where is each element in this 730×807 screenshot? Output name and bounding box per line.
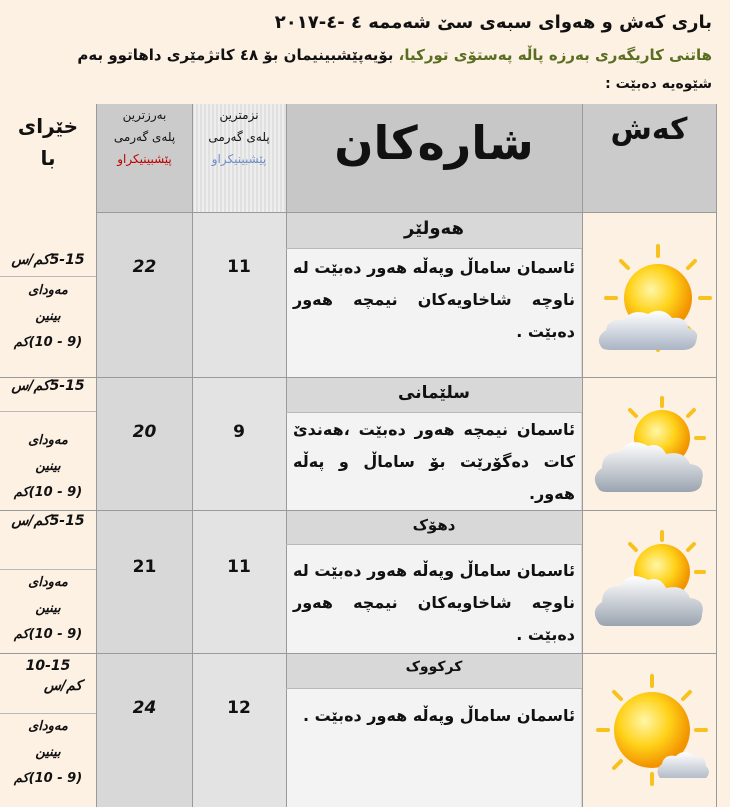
visibility-label: مەودای <box>28 575 68 590</box>
grid-line <box>286 248 582 249</box>
min-temp-value: 12 <box>227 698 251 718</box>
grid-line <box>0 653 716 654</box>
max-temp-column-header <box>97 104 192 170</box>
visibility-value <box>0 428 96 506</box>
visibility-label: بینین <box>35 745 61 760</box>
grid-line <box>0 276 96 277</box>
max-temp-header-forecast: پێشبینیکراو <box>117 152 172 166</box>
wind-speed-range: 10-15 <box>25 658 71 674</box>
grid-line <box>0 377 716 378</box>
min-temp-value: 9 <box>233 422 245 442</box>
min-temp-value: 11 <box>227 557 251 577</box>
wind-speed-value: 5-15کم/س <box>11 378 85 394</box>
min-temp-header-line1: نزمترین <box>219 108 259 122</box>
visibility-label: بینین <box>35 459 61 474</box>
wind-speed-value: 5-15کم/س <box>11 252 85 268</box>
visibility-value <box>0 570 96 648</box>
visibility-value <box>0 278 96 356</box>
grid-line <box>286 544 582 545</box>
grid-line <box>286 412 582 413</box>
grid-line <box>286 104 287 807</box>
max-temp-header-line2: پلەی گەرمی <box>113 130 176 144</box>
min-temp-header-forecast: پێشبینیکراو <box>211 152 267 166</box>
bulletin-subtitle-rest: بۆیەپێشبینیمان بۆ ٤٨ کاتژمێری داهاتوو بەم <box>77 46 399 64</box>
sun-small-cloud-icon <box>590 670 714 794</box>
weather-description: ئاسمان نیمچە هەور دەبێت ،هەندێ کات دەگۆرێت بۆ ساماڵ و پەڵە هەور. <box>293 420 575 503</box>
visibility-range: (9 - 10)کم <box>13 485 83 500</box>
visibility-label: بینین <box>35 309 61 324</box>
max-temp-value: 24 <box>132 698 157 718</box>
weather-description: ئاسمان ساماڵ وپەڵە هەور دەبێت لە ناوچە شاخاویەکان نیمچە هەور دەبێت . <box>293 258 575 341</box>
grid-line <box>716 104 717 807</box>
bulletin-subtitle-end: شێوەیە دەبێت : <box>605 76 712 92</box>
visibility-range: (9 - 10)کم <box>13 335 83 350</box>
grid-line <box>0 510 716 511</box>
wind-header-line1: خێرای <box>17 114 79 138</box>
min-temp-value: 11 <box>227 257 251 277</box>
visibility-value <box>0 714 96 792</box>
max-temp-value: 21 <box>132 557 157 577</box>
max-temp-value: 22 <box>132 257 157 277</box>
city-name: هەولێر <box>404 218 464 239</box>
city-name: دهۆک <box>412 516 456 534</box>
wind-header-line2: با <box>40 146 56 170</box>
cloudy-sun-icon <box>590 392 714 500</box>
visibility-label: بینین <box>35 601 61 616</box>
visibility-range: (9 - 10)کم <box>13 627 83 642</box>
weather-description: ئاسمان ساماڵ وپەڵە هەور دەبێت . <box>302 706 575 725</box>
visibility-range: (9 - 10)کم <box>13 771 83 786</box>
min-temp-header-line2: پلەی گەرمی <box>208 130 270 144</box>
grid-line <box>96 212 716 213</box>
bulletin-header <box>0 0 730 104</box>
visibility-label: مەودای <box>28 283 68 298</box>
grid-line <box>286 688 582 689</box>
max-temp-value: 20 <box>132 422 157 442</box>
grid-line <box>582 104 583 807</box>
wind-speed-value: 5-15کم/س <box>11 513 85 529</box>
grid-line <box>0 411 96 412</box>
weather-column-header: کەش <box>610 112 688 147</box>
cloudy-sun-icon <box>590 526 714 634</box>
max-temp-header-line1: بەرزترین <box>122 108 167 122</box>
wind-speed-value <box>0 656 96 696</box>
weather-description: ئاسمان ساماڵ وپەڵە هەور دەبێت لە ناوچە شاخاویەکان نیمچە هەور دەبێت . <box>293 561 575 644</box>
bulletin-subtitle-highlight: هاتنی کاریگەری بەرزە پاڵە پەستۆی تورکیا، <box>398 46 712 64</box>
visibility-label: مەودای <box>28 719 68 734</box>
min-temp-column-header <box>192 104 286 170</box>
city-name: سلێمانی <box>398 383 470 403</box>
cities-column-header: شارەکان <box>334 116 534 170</box>
visibility-label: مەودای <box>28 433 68 448</box>
partly-cloudy-sun-icon <box>590 240 714 360</box>
bulletin-subtitle <box>77 46 712 64</box>
wind-speed-column-header <box>0 110 96 174</box>
wind-speed-unit: کم/س <box>43 678 83 694</box>
bulletin-title: باری کەش و هەوای سبەی سێ شەممە ٤ -٤-٢٠١٧ <box>274 12 712 33</box>
city-name: کرکووک <box>405 659 463 675</box>
